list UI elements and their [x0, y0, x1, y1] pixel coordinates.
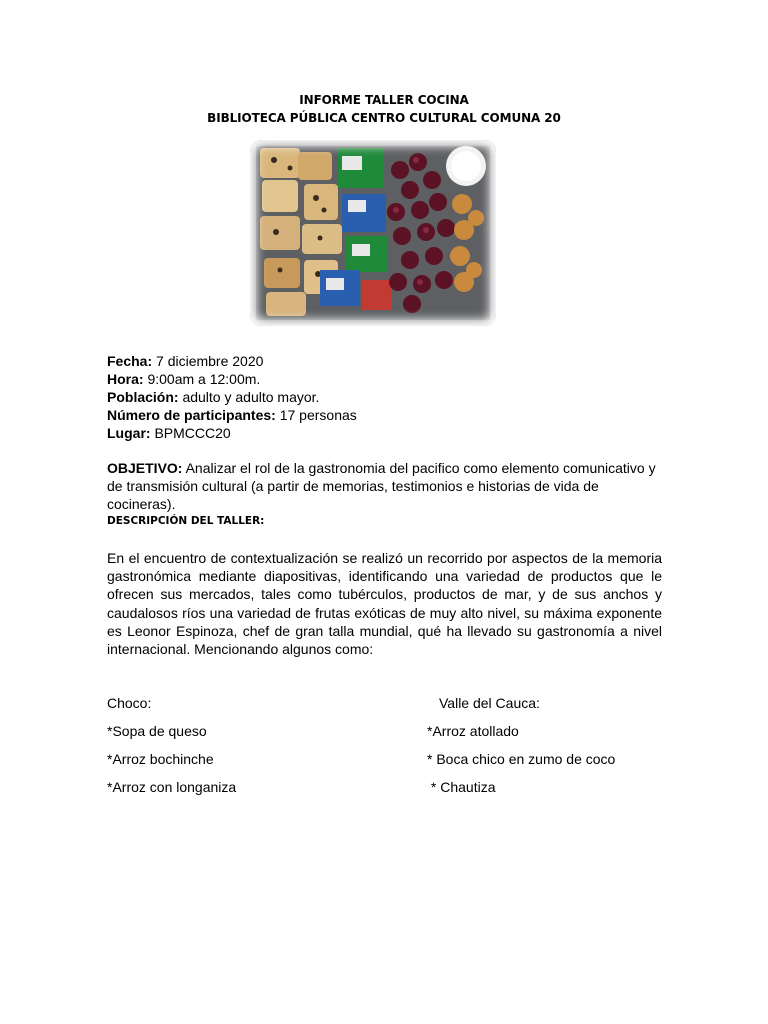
participantes-value: 17 personas [275, 407, 357, 423]
valle-item: *Arroz atollado [427, 723, 519, 739]
document-subtitle: BIBLIOTECA PÚBLICA CENTRO CULTURAL COMUNA 20 [207, 111, 561, 125]
lugar-value: BPMCCC20 [150, 425, 231, 441]
fecha-label: Fecha: [107, 353, 153, 369]
fecha-line [107, 352, 357, 370]
poblacion-line [107, 388, 357, 406]
objetivo-paragraph [107, 459, 663, 513]
choco-heading: Choco: [107, 695, 152, 711]
descripcion-heading: DESCRIPCIÓN DEL TALLER: [107, 515, 265, 527]
descripcion-paragraph: En el encuentro de contextualización se realizó un recorrido por aspectos de la memoria gastronómica mediante diapositivas, identificando una variedad de productos que le ofrecen sus mercados, tales como tubérculos, productos de mar, y de sus anchos y caudalosos ríos una variedad de frutas exóticas de muy alto nivel, su máxima exponente es Leonor Espinoza, chef de gran talla mundial, qué ha llevado su gastronomía a nivel internacional. Mencionando algunos como: [107, 550, 662, 658]
lugar-line [107, 424, 357, 442]
hora-line [107, 370, 357, 388]
poblacion-value: adulto y adulto mayor. [178, 389, 320, 405]
participantes-line [107, 406, 357, 424]
hora-label: Hora: [107, 371, 144, 387]
food-tray-photo [250, 140, 496, 326]
poblacion-label: Población: [107, 389, 179, 405]
fecha-value: 7 diciembre 2020 [152, 353, 264, 369]
document-title: INFORME TALLER COCINA [299, 93, 469, 107]
details-block [107, 352, 357, 442]
participantes-label: Número de participantes: [107, 407, 276, 423]
valle-item: * Boca chico en zumo de coco [427, 751, 616, 767]
objetivo-text: Analizar el rol de la gastronomia del pacifico como elemento comunicativo y de transmisión cultural (a partir de memorias, testimonios e historias de vida de cocineras). [107, 460, 656, 512]
choco-item: *Arroz con longaniza [107, 779, 237, 795]
hora-value: 9:00am a 12:00m. [143, 371, 261, 387]
objetivo-label: OBJETIVO: [107, 460, 183, 476]
valle-heading: Valle del Cauca: [439, 695, 540, 711]
choco-item: *Sopa de queso [107, 723, 207, 739]
lugar-label: Lugar: [107, 425, 151, 441]
valle-item: * Chautiza [427, 779, 496, 795]
choco-item: *Arroz bochinche [107, 751, 214, 767]
